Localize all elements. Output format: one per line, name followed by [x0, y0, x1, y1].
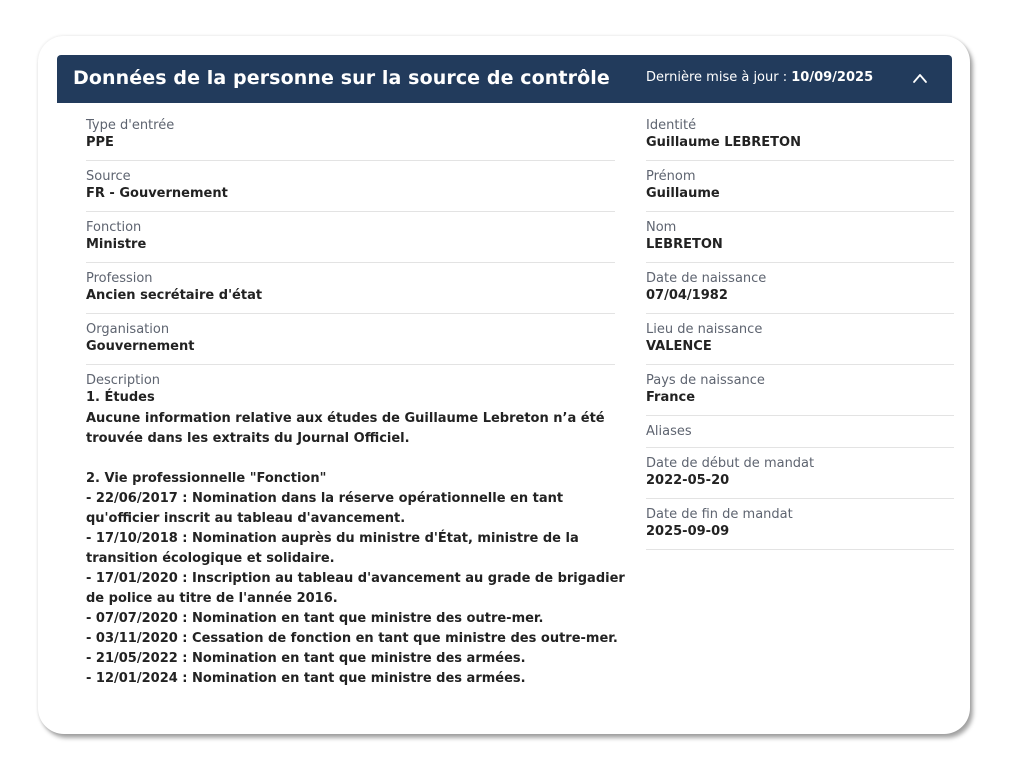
- field-label: Organisation: [86, 322, 170, 337]
- field-label: Pays de naissance: [646, 373, 765, 388]
- field-fonction: [86, 213, 615, 263]
- chevron-up-icon[interactable]: [912, 71, 928, 85]
- description-line: - 12/01/2024 : Nomination en tant que ministre des armées.: [86, 671, 526, 686]
- field-nom: [646, 213, 954, 263]
- field-label: Source: [86, 169, 131, 184]
- description-line: 1. Études: [86, 390, 155, 405]
- field-source: [86, 162, 615, 212]
- field-aliases: [646, 417, 954, 448]
- field-label: Aliases: [646, 424, 692, 439]
- description-line: 2. Vie professionnelle "Fonction": [86, 471, 327, 486]
- field-value: Gouvernement: [86, 339, 195, 354]
- field-label: Prénom: [646, 169, 696, 184]
- field-label: Description: [86, 373, 161, 388]
- description-line: - 03/11/2020 : Cessation de fonction en tant que ministre des outre-mer.: [86, 631, 618, 646]
- field-value: VALENCE: [646, 339, 712, 354]
- field-profession: [86, 264, 615, 314]
- field-label: Date de naissance: [646, 271, 767, 286]
- page-title: Données de la personne sur la source de contrôle: [73, 67, 610, 89]
- field-value: France: [646, 390, 696, 405]
- field-value: 2022-05-20: [646, 473, 730, 488]
- field-type-entree: [86, 111, 615, 161]
- description-line: Aucune information relative aux études de Guillaume Lebreton n’a été: [86, 411, 605, 426]
- last-update-label: Dernière mise à jour :: [646, 70, 788, 85]
- field-lieu-naissance: [646, 315, 954, 365]
- description-line: - 17/10/2018 : Nomination auprès du ministre d'État, ministre de la: [86, 531, 579, 546]
- field-debut-mandat: [646, 449, 954, 499]
- description-line: transition écologique et solidaire.: [86, 551, 335, 566]
- field-description: [86, 366, 625, 689]
- field-value: Ministre: [86, 237, 147, 252]
- field-value: FR - Gouvernement: [86, 186, 228, 201]
- field-value: Guillaume: [646, 186, 720, 201]
- field-label: Identité: [646, 118, 697, 133]
- description-line: [86, 449, 615, 469]
- card-header: [57, 55, 952, 103]
- description-line: de police au titre de l'année 2016.: [86, 591, 338, 606]
- left-column: [86, 111, 625, 689]
- field-label: Date de début de mandat: [646, 456, 815, 471]
- field-identite: [646, 111, 954, 161]
- field-value: 07/04/1982: [646, 288, 728, 303]
- field-date-naissance: [646, 264, 954, 314]
- description-line: trouvée dans les extraits du Journal Officiel.: [86, 431, 410, 446]
- field-value: PPE: [86, 135, 114, 150]
- field-label: Date de fin de mandat: [646, 507, 793, 522]
- field-pays-naissance: [646, 366, 954, 416]
- right-column: [646, 111, 954, 551]
- last-update-date: 10/09/2025: [791, 70, 874, 85]
- last-update: [646, 70, 873, 85]
- field-label: Nom: [646, 220, 677, 235]
- field-organisation: [86, 315, 615, 365]
- field-value: Ancien secrétaire d'état: [86, 288, 263, 303]
- field-value: LEBRETON: [646, 237, 723, 252]
- description-line: - 21/05/2022 : Nomination en tant que ministre des armées.: [86, 651, 526, 666]
- field-label: Profession: [86, 271, 153, 286]
- field-prenom: [646, 162, 954, 212]
- description-line: - 07/07/2020 : Nomination en tant que ministre des outre-mer.: [86, 611, 544, 626]
- field-fin-mandat: [646, 500, 954, 550]
- description-text: [86, 389, 625, 689]
- field-label: Type d'entrée: [86, 118, 175, 133]
- field-value: 2025-09-09: [646, 524, 730, 539]
- field-label: Fonction: [86, 220, 142, 235]
- field-label: Lieu de naissance: [646, 322, 763, 337]
- field-value: Guillaume LEBRETON: [646, 135, 801, 150]
- description-line: - 22/06/2017 : Nomination dans la réserve opérationnelle en tant: [86, 491, 564, 506]
- description-line: - 17/01/2020 : Inscription au tableau d'avancement au grade de brigadier: [86, 571, 625, 586]
- description-line: qu'officier inscrit au tableau d'avancement.: [86, 511, 406, 526]
